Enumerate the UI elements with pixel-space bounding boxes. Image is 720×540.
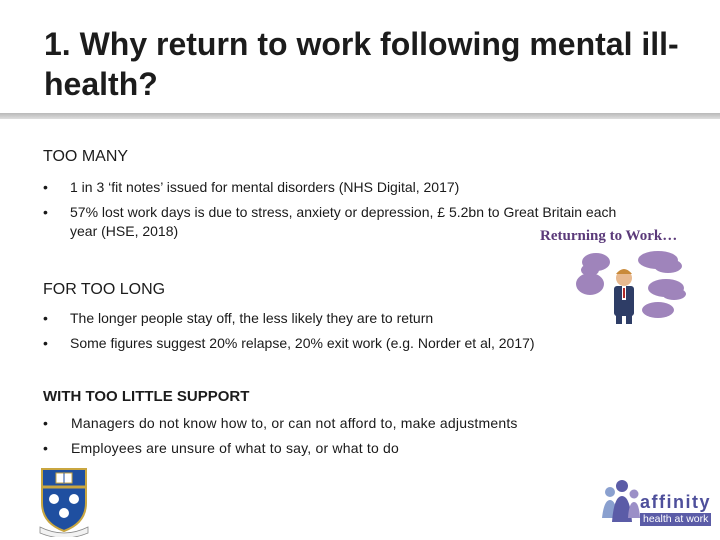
bullet-list-too-long	[43, 309, 630, 353]
bullet-icon: •	[43, 310, 48, 326]
list-item-text: Managers do not know how to, or can not afford to, make adjustments	[71, 415, 518, 431]
list-item-text: Some figures suggest 20% relapse, 20% exit work (e.g. Norder et al, 2017)	[70, 335, 535, 351]
list-item-text: Employees are unsure of what to say, or what to do	[71, 440, 400, 456]
section-heading-too-many: TOO MANY	[43, 148, 129, 165]
bullet-icon: •	[43, 440, 49, 456]
list-item-text: 1 in 3 ‘fit notes’ issued for mental disorders (NHS Digital, 2017)	[70, 179, 460, 195]
bullet-icon: •	[43, 415, 49, 431]
list-item	[43, 309, 630, 328]
list-item	[43, 178, 630, 197]
thought-cloud-icon	[576, 273, 604, 295]
section-heading-too-little-support: WITH TOO LITTLE SUPPORT	[43, 388, 250, 405]
thought-cloud-icon	[642, 302, 674, 318]
illustration-title: Returning to Work…	[540, 228, 678, 244]
bullet-icon: •	[43, 204, 48, 220]
list-item	[43, 334, 630, 353]
affinity-health-logo	[598, 478, 716, 530]
title-divider	[0, 113, 720, 119]
slide-title: 1. Why return to work following mental ill-health?	[44, 26, 679, 102]
list-item	[43, 203, 620, 241]
bullet-list-too-little-support	[43, 414, 671, 458]
bullet-icon: •	[43, 179, 48, 195]
affinity-wordmark: affinity	[640, 492, 712, 512]
list-item	[43, 439, 671, 458]
list-item-text: 57% lost work days is due to stress, anxiety or depression, £ 5.2bn to Great Britain each year (HSE, 2018)	[70, 204, 617, 239]
section-heading-too-long: FOR TOO LONG	[43, 281, 166, 298]
university-crest-logo	[36, 465, 92, 537]
bullet-icon: •	[43, 335, 48, 351]
affinity-tagline: health at work	[640, 513, 711, 526]
people-icon	[598, 478, 644, 530]
list-item	[43, 414, 671, 433]
list-item-text: The longer people stay off, the less likely they are to return	[70, 310, 434, 326]
